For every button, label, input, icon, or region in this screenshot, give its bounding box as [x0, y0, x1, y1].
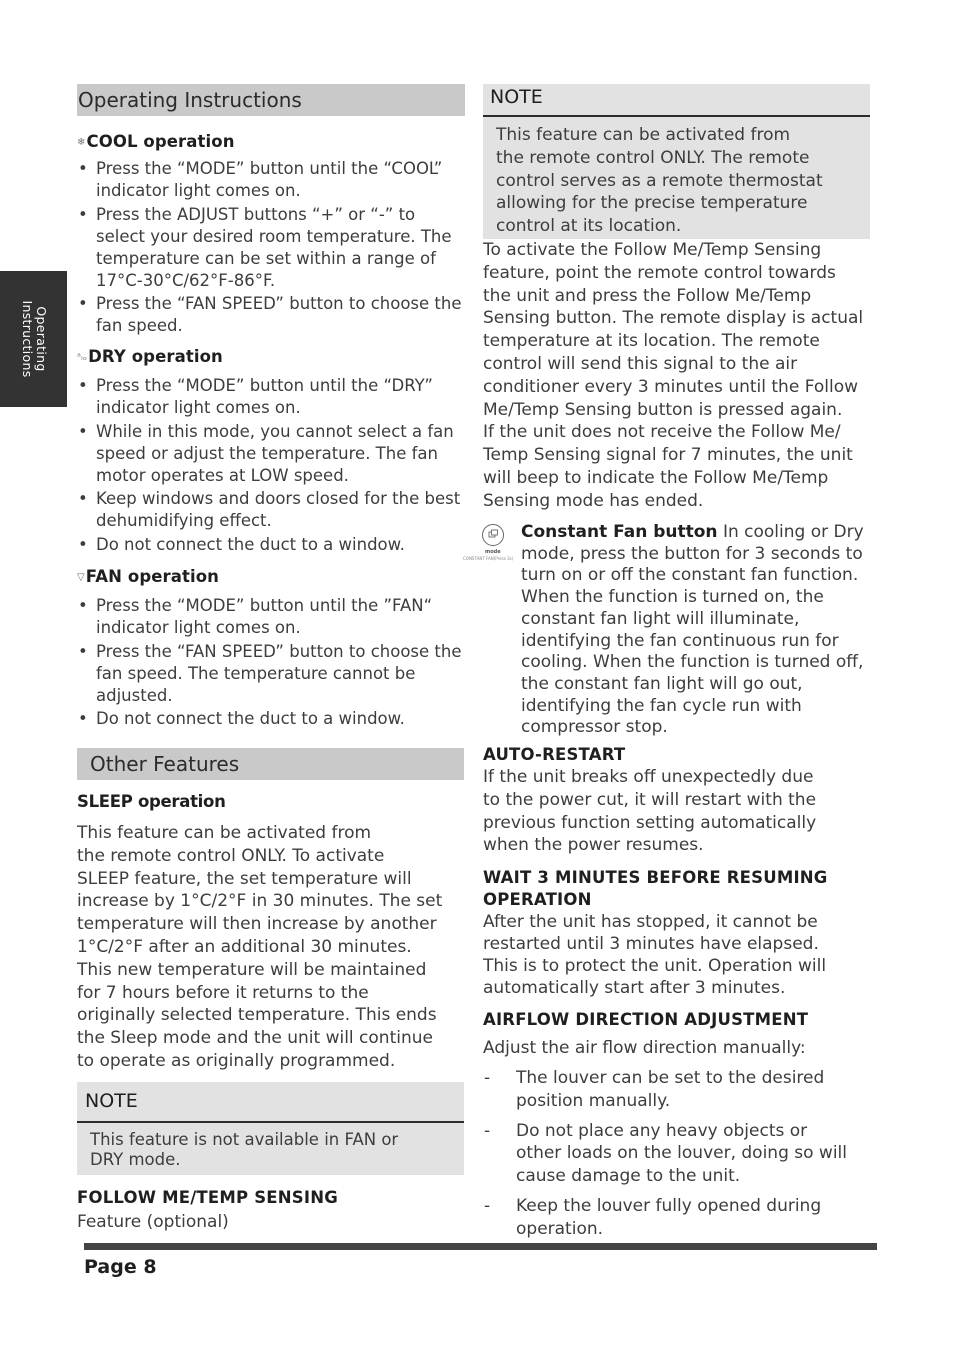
list-item: - Keep the louver fully opened during operation. [483, 1195, 853, 1241]
text-line: If the unit breaks off unexpectedly due [483, 767, 814, 787]
text-line: Temp Sensing signal for 7 minutes, the unit [483, 445, 853, 466]
list-item: • Press the ADJUST buttons “+” or “-” to select your desired room temperature. The temperature can be set within a range of 17°C-30°C/62°F-86°F. [77, 204, 464, 292]
fan-list [77, 595, 464, 732]
text-line: If the unit does not receive the Follow Me/ [483, 422, 841, 443]
text-line: Sensing mode has ended. [483, 490, 704, 511]
constant-fan-title: Constant Fan button [521, 522, 718, 542]
text-line: the Sleep mode and the unit will continue [77, 1028, 433, 1049]
fan-operation-title [77, 567, 219, 586]
text-line: Me/Temp Sensing button is pressed again. [483, 399, 843, 420]
dry-operation-title [77, 347, 223, 366]
note-title: NOTE [490, 86, 543, 108]
text-line: automatically start after 3 minutes. [483, 978, 786, 998]
list-item: • Press the “MODE” button until the “DRY” indicator light comes on. [77, 375, 464, 419]
note-title: NOTE [85, 1090, 138, 1112]
sleep-description [77, 822, 467, 1073]
text-line: the remote control ONLY. The remote [496, 147, 810, 168]
text-line: This new temperature will be maintained [77, 959, 427, 980]
text-line: temperature will then increase by another [77, 914, 437, 935]
footer-divider [84, 1243, 877, 1250]
constant-fan-button-icon [463, 523, 514, 565]
text-line: When the function is turned on, the [521, 587, 824, 608]
droplet-icon: ᵃᵢₒ [77, 352, 88, 363]
follow-me-subtitle: Feature (optional) [77, 1212, 229, 1232]
text-line: conditioner every 3 minutes until the Follow [483, 376, 859, 397]
icon-sub-label: CONSTANT FAN(Press 3s) [463, 556, 514, 561]
section-title-other-features [77, 748, 464, 780]
text-line: allowing for the precise temperature [496, 193, 808, 214]
section-title-operating-instructions [77, 84, 465, 116]
list-item: • Press the “FAN SPEED” button to choose the fan speed. [77, 293, 464, 337]
cool-list [77, 158, 464, 339]
airflow-intro: Adjust the air flow direction manually: [483, 1038, 806, 1058]
text-line: control will send this signal to the air [483, 353, 798, 374]
text-line: mode, press the button for 3 seconds to [521, 543, 863, 564]
list-item: - The louver can be set to the desired position manually. [483, 1067, 853, 1113]
section-title-text: Operating Instructions [78, 88, 302, 112]
list-item: • Press the “MODE” button until the ”FAN“ indicator light comes on. [77, 595, 464, 639]
text-line: will beep to indicate the Follow Me/Temp [483, 467, 829, 488]
text-line: identifying the fan cycle run with [521, 695, 802, 716]
section-title-text: Other Features [90, 752, 240, 776]
text-line: to the power cut, it will restart with the [483, 789, 817, 810]
follow-me-description [483, 239, 888, 513]
constant-fan-description [521, 522, 886, 739]
list-item: • Do not connect the duct to a window. [77, 708, 464, 730]
text-line: to operate as originally programmed. [77, 1050, 396, 1071]
page-number: Page 8 [84, 1256, 157, 1278]
auto-restart-title: AUTO-RESTART [483, 745, 626, 764]
side-tab-line-1: Operating [33, 306, 49, 372]
text-line: control at its location. [496, 216, 682, 237]
text-line: WAIT 3 MINUTES BEFORE RESUMING [483, 868, 828, 887]
cool-operation-title [77, 132, 235, 151]
list-item: • Press the “FAN SPEED” button to choose the fan speed. The temperature cannot be adjusted. [77, 641, 464, 707]
fan-icon: ▽ [77, 572, 85, 583]
note-body [77, 1123, 464, 1175]
fan-title-text: FAN operation [85, 567, 220, 586]
list-item: • Press the “MODE” button until the “COOL” indicator light comes on. [77, 158, 464, 202]
text-line: for 7 hours before it returns to the [77, 982, 369, 1003]
list-item: - Do not place any heavy objects or other loads on the louver, doing so will cause damage to the unit. [483, 1120, 853, 1188]
text-line: After the unit has stopped, it cannot be [483, 912, 818, 932]
text-line: previous function setting automatically [483, 812, 817, 833]
text-line: DRY mode. [90, 1150, 181, 1169]
text-line: SLEEP feature, the set temperature will [77, 868, 412, 889]
auto-restart-description [483, 766, 883, 857]
text-line: compressor stop. [521, 717, 668, 738]
note-body-right [483, 117, 870, 239]
sleep-operation-title: SLEEP operation [77, 792, 226, 811]
text-line: cooling. When the function is turned off, [521, 652, 864, 673]
side-tab-label [20, 300, 48, 377]
text-span: In cooling or Dry [717, 522, 864, 542]
side-tab [0, 271, 67, 407]
text-line: the constant fan light will go out, [521, 673, 803, 694]
snowflake-icon: ❄ [77, 137, 86, 148]
text-line: identifying the fan continuous run for [521, 630, 839, 651]
text-line: To activate the Follow Me/Temp Sensing [483, 240, 822, 260]
text-line: This feature can be activated from [496, 125, 791, 145]
note-heading-right [483, 84, 870, 117]
dry-title-text: DRY operation [88, 347, 223, 366]
text-line: This is to protect the unit. Operation will [483, 956, 827, 976]
airflow-list [483, 1067, 853, 1248]
text-line: increase by 1°C/2°F in 30 minutes. The set [77, 891, 443, 912]
text-line: when the power resumes. [483, 835, 704, 856]
list-item: • While in this mode, you cannot select a fan speed or adjust the temperature. The fan motor operates at LOW speed. [77, 421, 464, 487]
list-item: • Do not connect the duct to a window. [77, 534, 464, 556]
text-line: temperature at its location. The remote [483, 331, 820, 352]
cool-title-text: COOL operation [86, 132, 235, 151]
text-line: the unit and press the Follow Me/Temp [483, 285, 812, 306]
text-line [521, 522, 886, 544]
text-line: feature, point the remote control towards [483, 262, 836, 283]
dry-list [77, 375, 464, 557]
text-line: restarted until 3 minutes have elapsed. [483, 934, 819, 954]
text-line: OPERATION [483, 890, 592, 909]
text-line: 1°C/2°F after an additional 30 minutes. [77, 936, 412, 957]
text-line: This feature can be activated from [77, 823, 372, 843]
wait-title [483, 867, 828, 911]
text-line: constant fan light will illuminate, [521, 608, 800, 629]
wait-description [483, 911, 883, 999]
airflow-title: AIRFLOW DIRECTION ADJUSTMENT [483, 1010, 809, 1029]
side-tab-line-2: Instructions [19, 300, 35, 378]
text-line: originally selected temperature. This ends [77, 1005, 437, 1026]
icon-mode-label: mode [485, 549, 501, 555]
text-line: This feature is not available in FAN or [90, 1130, 399, 1149]
text-line: the remote control ONLY. To activate [77, 845, 385, 866]
follow-me-title: FOLLOW ME/TEMP SENSING [77, 1188, 338, 1207]
text-line: turn on or off the constant fan function. [521, 565, 859, 586]
text-line: control serves as a remote thermostat [496, 170, 823, 191]
note-heading [77, 1082, 464, 1123]
text-line: Sensing button. The remote display is actual [483, 308, 864, 329]
list-item: • Keep windows and doors closed for the best dehumidifying effect. [77, 488, 464, 532]
